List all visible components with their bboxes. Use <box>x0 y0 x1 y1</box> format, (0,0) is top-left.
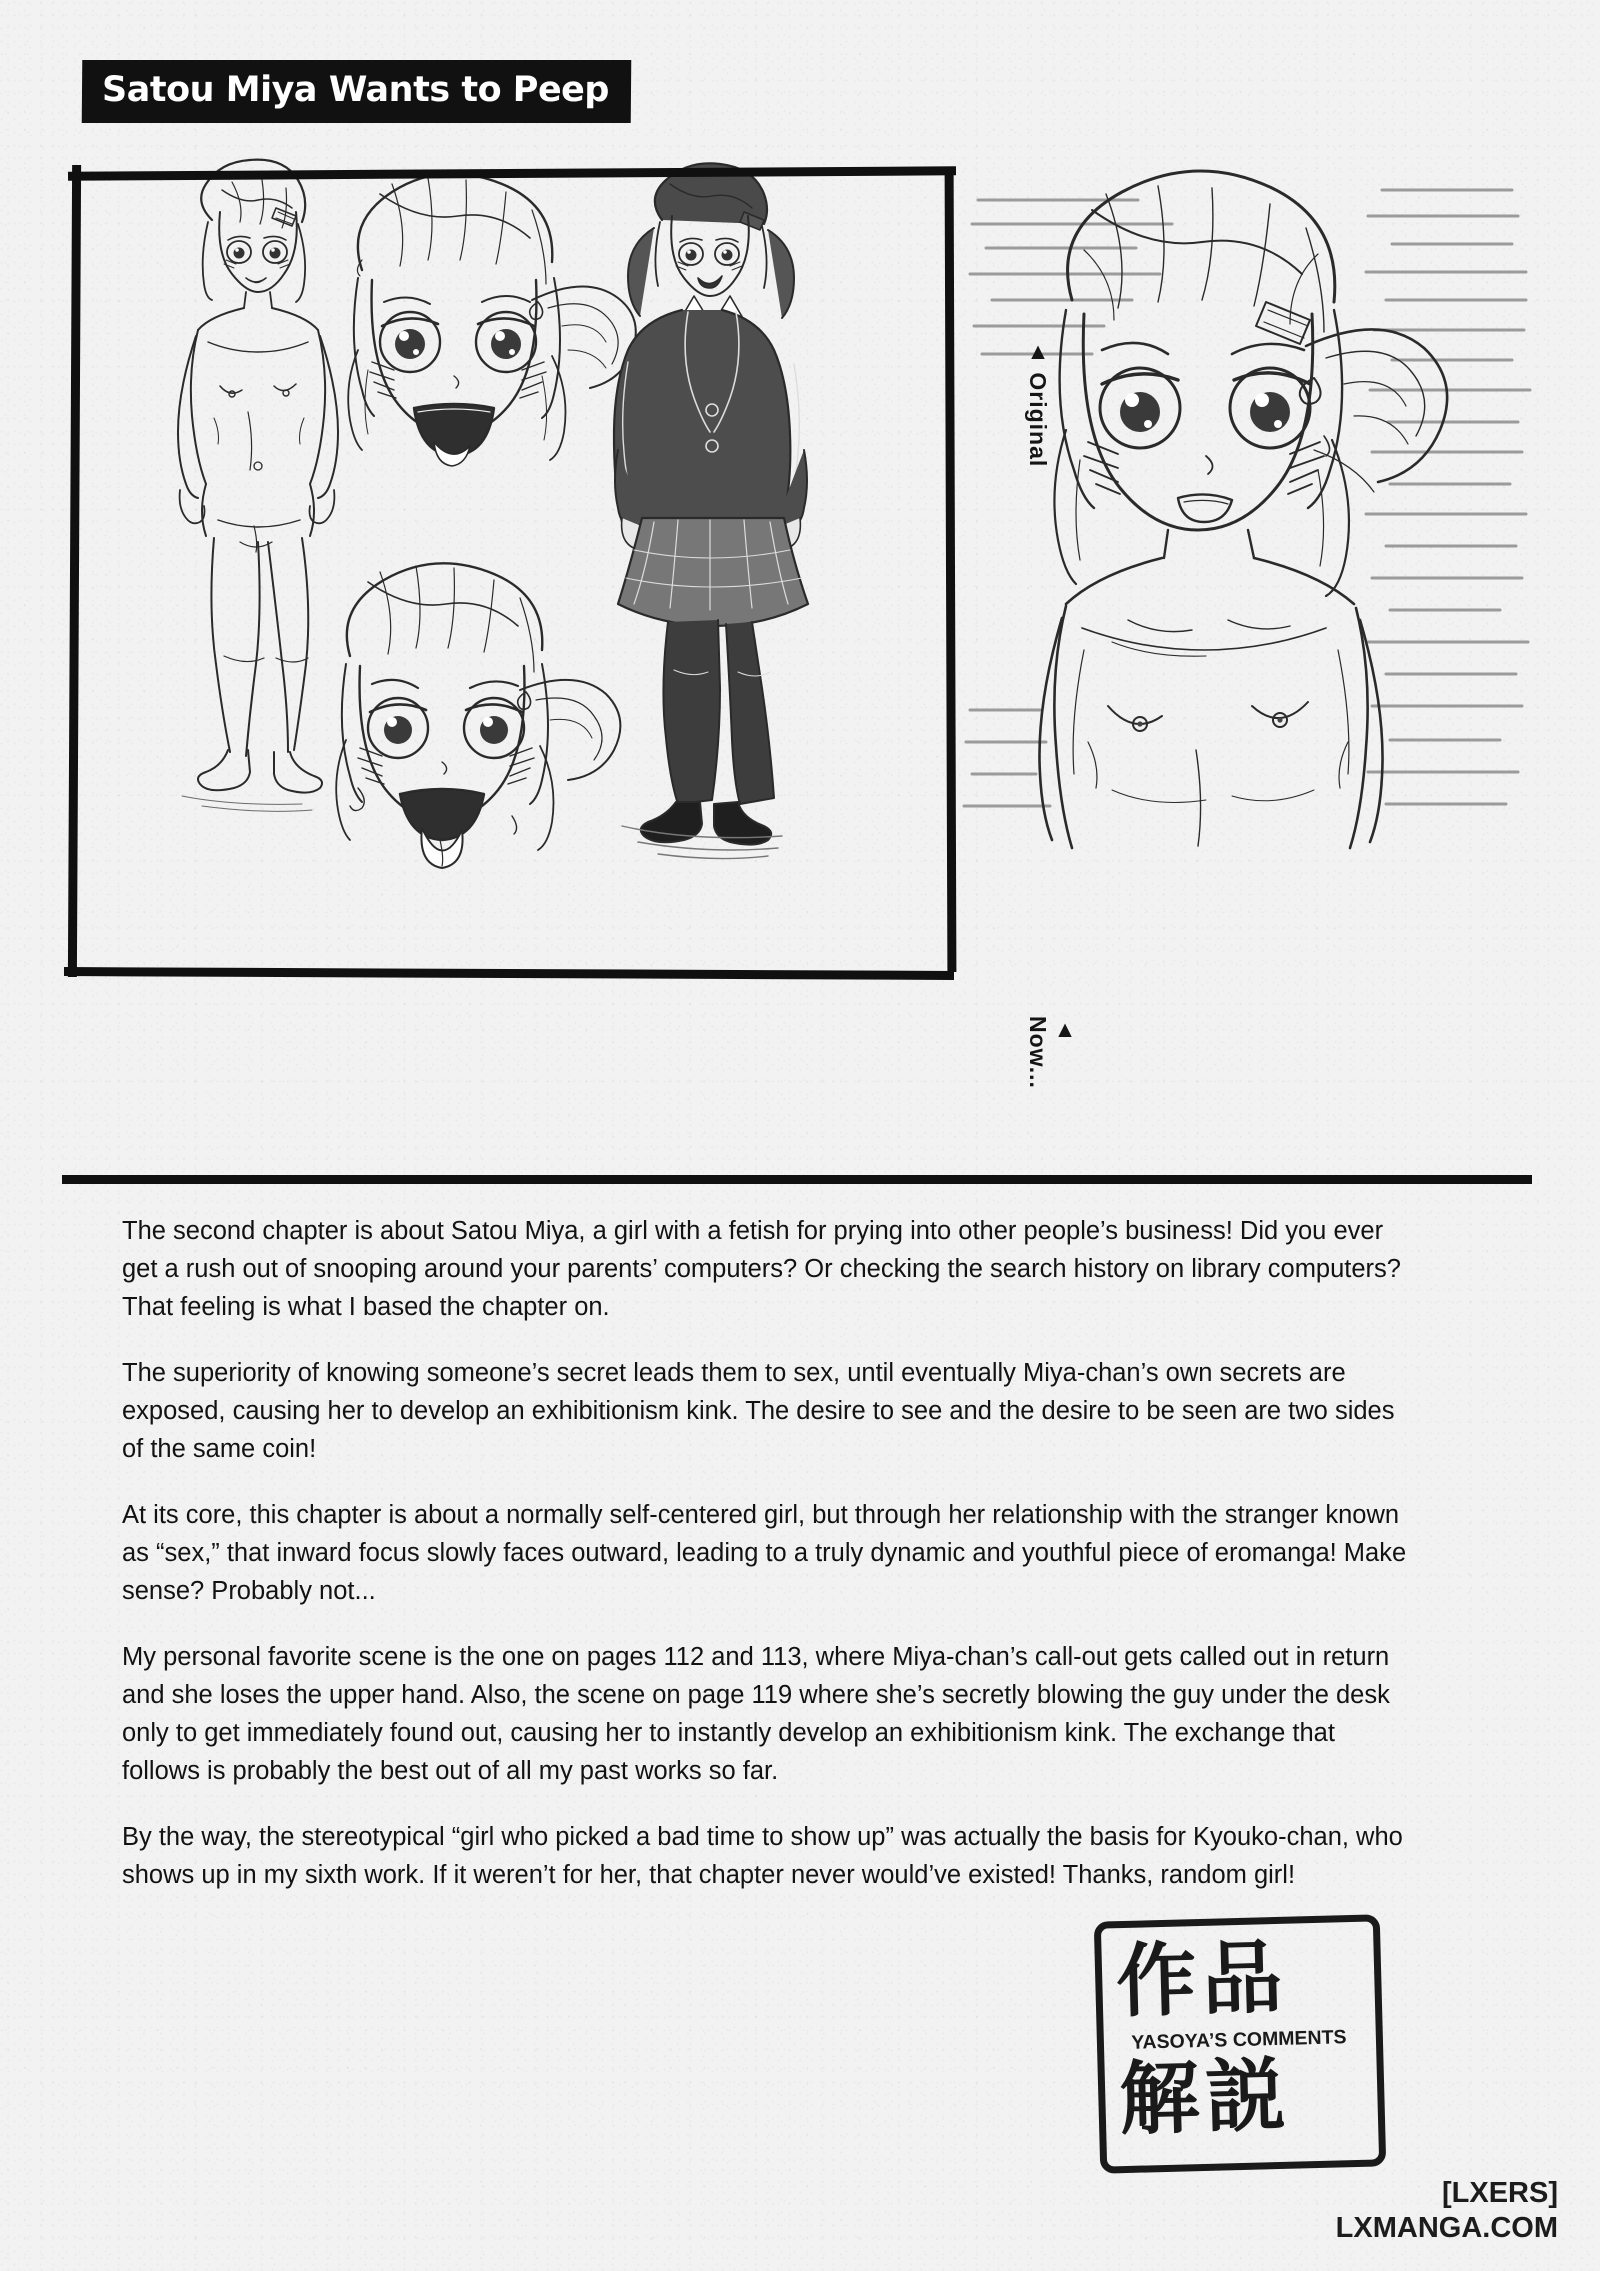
watermark <box>1336 2177 1558 2245</box>
stamp-kanji-1: 作 <box>1115 1933 1198 2029</box>
commentary-text <box>122 1212 1412 1894</box>
paragraph-4: My personal favorite scene is the one on pages 112 and 113, where Miya-chan’s call-out gets called out in return and she loses the upper hand. Also, the scene on page 119 where she’s secretly blowing the guy under the desk only to get immediately found out, causing her to instantly develop an exhibitionism kink. The exchange that follows is probably the best out of all my past works so far. <box>122 1643 1390 1785</box>
frame-border-left <box>68 165 81 977</box>
section-divider <box>62 1175 1532 1184</box>
stamp-caption: YASOYA’S COMMENTS <box>1131 2026 1347 2054</box>
watermark-group: [LXERS] <box>1442 2177 1558 2209</box>
stamp-kanji-3: 解 <box>1118 2051 1201 2147</box>
stamp-kanji-2: 品 <box>1201 1930 1284 2026</box>
label-original: ▲ Original <box>1025 338 1051 468</box>
paragraph-1: The second chapter is about Satou Miya, a girl with a fetish for prying into other people’s business! Did you ever get a rush out of snooping around your parents’ computers? Or checking the search history on library computers? That feeling is what I based the chapter on. <box>122 1217 1401 1321</box>
paragraph-5: By the way, the stereotypical “girl who picked a bad time to show up” was actually the basis for Kyouko-chan, who shows up in my sixth work. If it weren’t for her, that chapter never would’ve existed! Thanks, random girl! <box>122 1823 1403 1889</box>
page-title: Satou Miya Wants to Peep <box>82 60 631 123</box>
stamp-kanji-4: 説 <box>1204 2048 1287 2144</box>
yasoya-comments-stamp <box>1094 1914 1386 2173</box>
paragraph-2: The superiority of knowing someone’s secret leads them to sex, until eventually Miya-chan’s own secrets are exposed, causing her to develop an exhibitionism kink. The desire to see and the desire to be seen are two sides of the same coin! <box>122 1359 1395 1463</box>
label-now: ▲ Now... <box>1025 1016 1078 1089</box>
watermark-site: LXMANGA.COM <box>1335 2212 1558 2244</box>
frame-border-top <box>68 166 956 180</box>
sketch-frame <box>62 165 952 975</box>
paragraph-3: At its core, this chapter is about a normally self-centered girl, but through her relationship with the stranger known as “sex,” that inward focus slowly faces outward, leading to a truly dynamic and youthful piece of eromanga! Make sense? Probably not... <box>122 1501 1407 1605</box>
sketch-illustration-area <box>62 150 1532 1110</box>
